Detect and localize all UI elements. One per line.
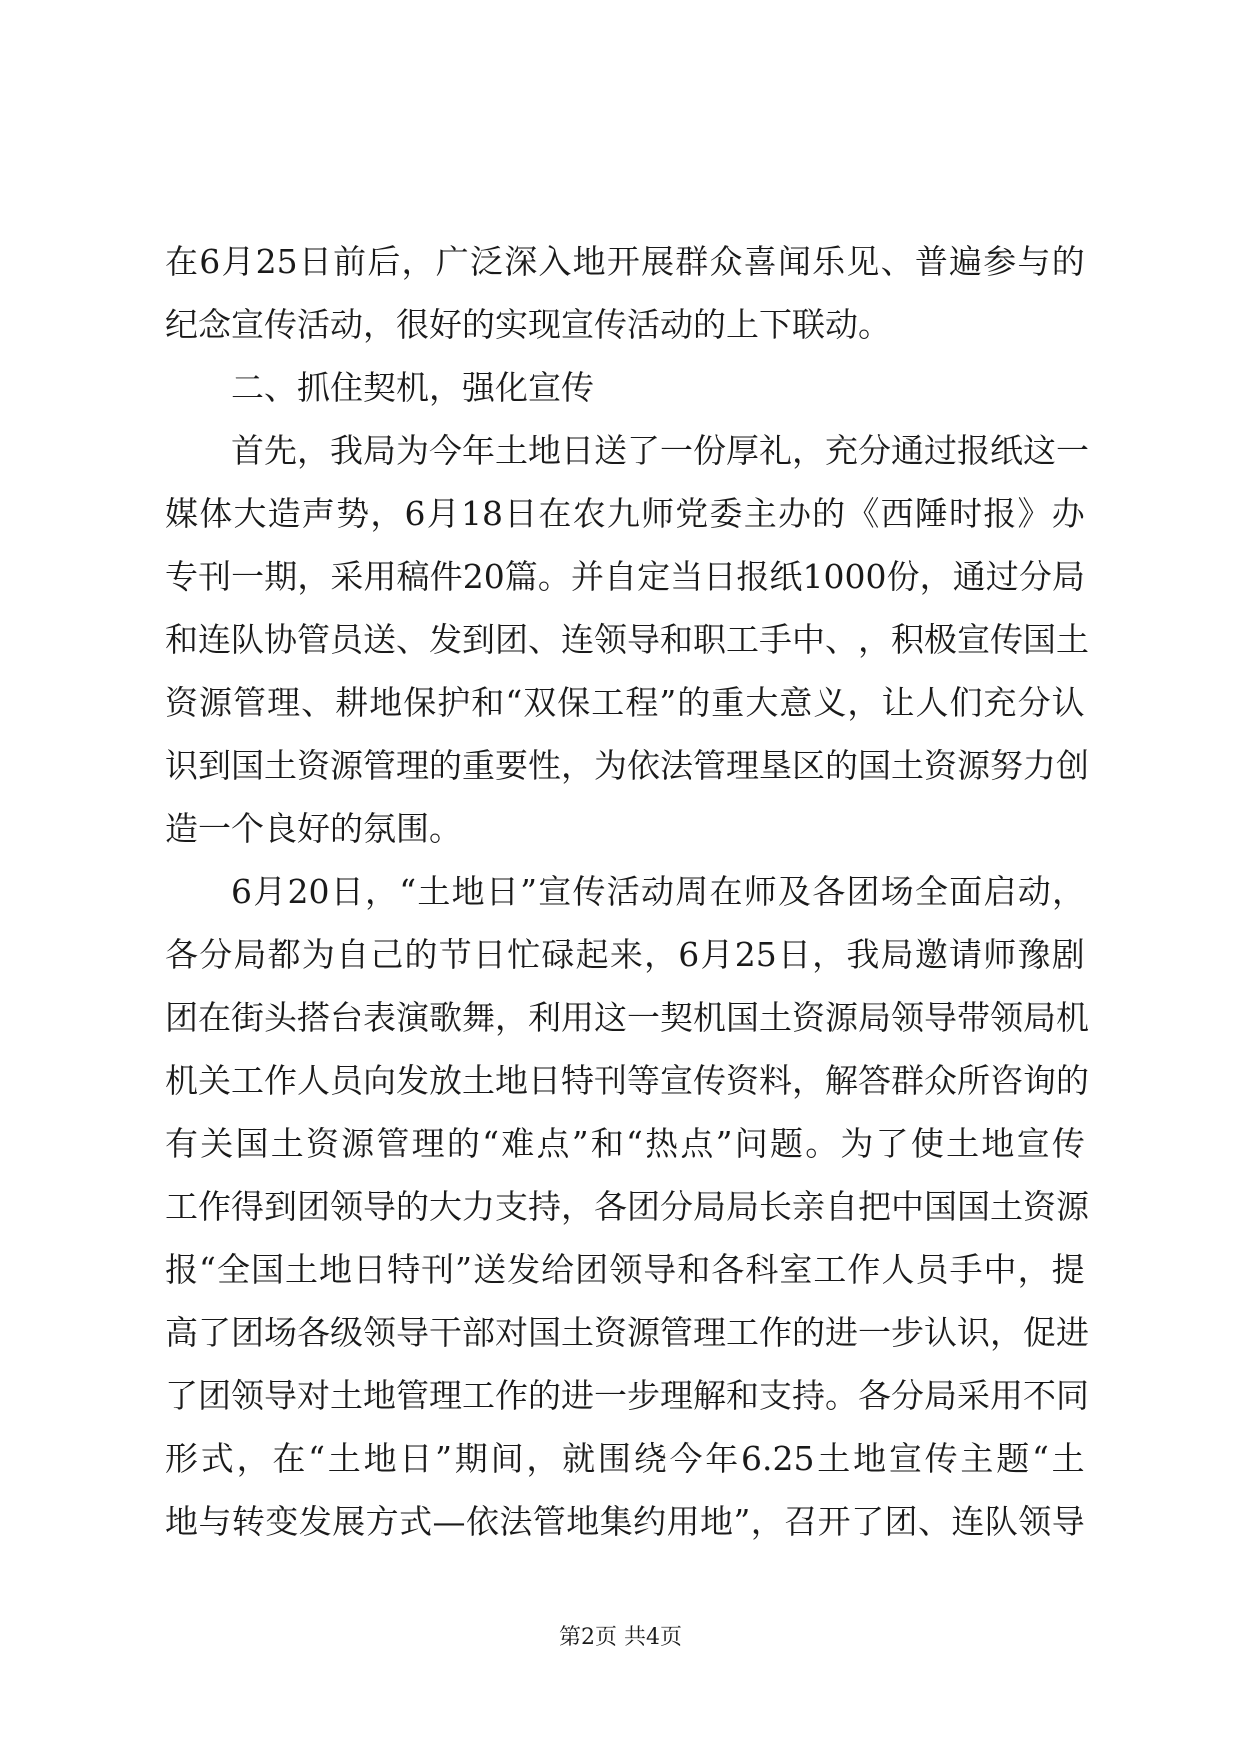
- text-line: 机 关 工 作 人 员 向 发 放 土 地 日 特 刊 等 宣 传 资 料 ， 解 答 群 众 所 咨 询 的: [165, 1061, 1089, 1100]
- text-line: 6 月 20 日 ， “ 土 地 日 ” 宣 传 活 动 周 在 师 及 各 团 场 全 面 启 动 ，: [231, 872, 1085, 911]
- text-line: 有 关 国 土 资 源 管 理 的 “ 难 点 ” 和 “ 热 点 ” 问 题 。 为 了 使 土 地 宣 传: [165, 1124, 1085, 1163]
- text-line: 高 了 团 场 各 级 领 导 干 部 对 国 土 资 源 管 理 工 作 的 进 一 步 认 识 ， 促 进: [165, 1313, 1089, 1352]
- text-line: 纪 念 宣 传 活 动 ， 很 好 的 实 现 宣 传 活 动 的 上 下 联 动 。: [165, 305, 891, 344]
- text-line: 地 与 转 变 发 展 方 式 — 依 法 管 地 集 约 用 地 ” ， 召 开 了 团 、 连 队 领 导: [165, 1502, 1085, 1541]
- text-line: 造 一 个 良 好 的 氛 围 。: [165, 809, 462, 848]
- text-line: 首 先 ， 我 局 为 今 年 土 地 日 送 了 一 份 厚 礼 ， 充 分 通 过 报 纸 这 一: [231, 431, 1089, 470]
- text-line: 识 到 国 土 资 源 管 理 的 重 要 性 ， 为 依 法 管 理 垦 区 的 国 土 资 源 努 力 创: [165, 746, 1089, 785]
- text-line: 工 作 得 到 团 领 导 的 大 力 支 持 ， 各 团 分 局 局 长 亲 自 把 中 国 国 土 资 源: [165, 1187, 1089, 1226]
- document-body: [165, 230, 1089, 1553]
- text-line: 二 、 抓 住 契 机 ， 强 化 宣 传: [231, 368, 594, 407]
- text-line: 在 6 月 25 日 前 后 ， 广 泛 深 入 地 开 展 群 众 喜 闻 乐 见 、 普 遍 参 与 的: [165, 242, 1085, 281]
- text-line: 报 “ 全 国 土 地 日 特 刊 ” 送 发 给 团 领 导 和 各 科 室 工 作 人 员 手 中 ， 提: [165, 1250, 1085, 1289]
- page-footer: 第2页 共4页: [559, 1625, 682, 1650]
- text-line: 和 连 队 协 管 员 送 、 发 到 团 、 连 领 导 和 职 工 手 中 、 ， 积 极 宣 传 国 土: [165, 620, 1089, 659]
- text-line: 形 式 ， 在 “ 土 地 日 ” 期 间 ， 就 围 绕 今 年 6.25 土 地 宣 传 主 题 “ 土: [165, 1439, 1085, 1478]
- text-line: 了 团 领 导 对 土 地 管 理 工 作 的 进 一 步 理 解 和 支 持 。 各 分 局 采 用 不 同: [165, 1376, 1089, 1415]
- text-line: 团 在 街 头 搭 台 表 演 歌 舞 ， 利 用 这 一 契 机 国 土 资 源 局 领 导 带 领 局 机: [165, 998, 1089, 1037]
- text-line: 各 分 局 都 为 自 己 的 节 日 忙 碌 起 来 ， 6 月 25 日 ， 我 局 邀 请 师 豫 剧: [165, 935, 1085, 974]
- text-line: 资 源 管 理 、 耕 地 保 护 和 “ 双 保 工 程 ” 的 重 大 意 义 ， 让 人 们 充 分 认: [165, 683, 1085, 722]
- text-line: 专 刊 一 期 ， 采 用 稿 件 20 篇 。 并 自 定 当 日 报 纸 1000 份 ， 通 过 分 局: [165, 557, 1085, 596]
- text-line: 媒 体 大 造 声 势 ， 6 月 18 日 在 农 九 师 党 委 主 办 的 《 西 陲 时 报 》 办: [165, 494, 1085, 533]
